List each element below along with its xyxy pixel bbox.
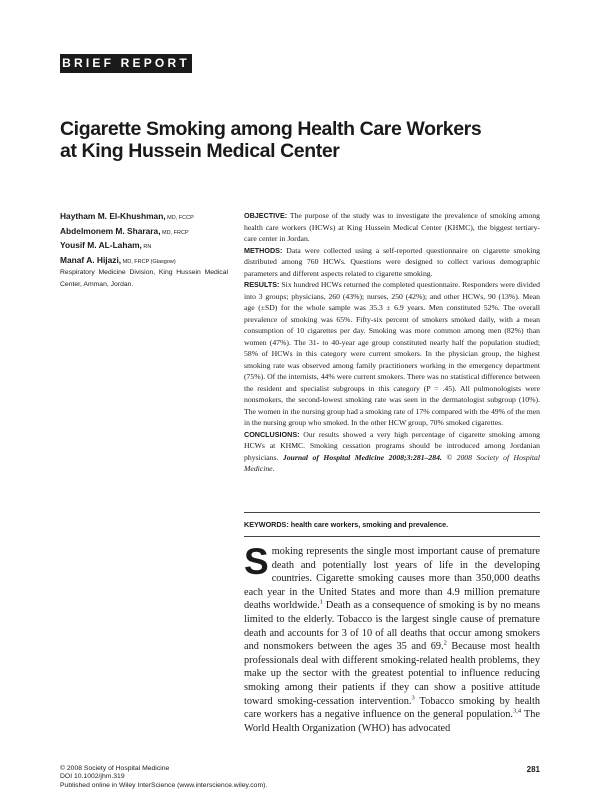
citation-ref: 2 [443,639,447,647]
author-credentials: RN [141,244,152,250]
keywords: KEYWORDS: health care workers, smoking and prevalence. [244,520,449,529]
author-name: Haytham M. El-Khushman, [60,211,166,221]
methods-label: METHODS: [244,245,283,255]
title-line-1: Cigarette Smoking among Health Care Workers [60,118,482,140]
page-number: 281 [526,765,540,774]
citation-ref: 3 [411,694,415,702]
results-label: RESULTS: [244,280,280,289]
page-footer [60,765,360,790]
citation-ref: 1 [319,598,324,606]
abstract-objective [244,210,540,245]
affiliation: Respiratory Medicine Division, King Hussein Medical Center, Amman, Jordan. [60,269,228,288]
objective-label: OBJECTIVE: [244,211,288,220]
body-text-1: moking represents the single most important cause of premature death and potentially lost years of life in the developing countries. Cigarette smoking causes more than 350,000 deaths each year in the United States and more than 4.9 million premature deaths worldwide. [244,546,540,612]
section-banner: BRIEF REPORT [60,54,192,73]
body-text-5: The World Health Organization (WHO) has advocated [244,709,540,734]
divider-bottom [244,536,540,537]
intro-paragraph [244,541,541,735]
abstract-methods [244,245,540,280]
abstract-conclusions [244,429,540,475]
results-text: Six hundred HCWs returned the completed questionnaire. Responders were divided into 3 groups; physicians, 260 (43%); nurses, 250 (42%); and other HCWs, 90 (13%). Mean age (±SD) for the whole sample was 35.3 ± 6.9 years. Men constituted 52%. The overall prevalence of smoking was 65%. Fifty-six percent of smokers smoked daily, with a mean consumption of 10 cigarettes per day. Smoking was more common among men (82%) than women (47%). The 31- to 40-year age group constituted nearly half the population studied; 58% of HCWs in this category were current smokers. In the physician group, the highest smoking rate was observed among family practitioners working in the emergency department (75%). Of the internists, 44% were current smokers. There was no statistical difference between the resident and specialist subgroups in this category (P = .45). All pulmonologists were nonsmokers, the second-lowest smoking rate was seen in the dermatologist subgroup (10%). The women in the nursing group had a smoking rate of 17% compared with the 49% of the men in the nursing group who smoked. In the other HCW group, 70% smoked cigarettes. [244,280,540,427]
abstract-copyright: © 2008 Society of Hospital Medicine. [244,452,541,473]
conclusions-text: Our results showed a very high percentage of cigarette smoking among HCWs at KHMC. Smoking cessation programs should be introduced among Jordanian physicians. [244,429,541,462]
author-1 [60,210,240,225]
author-name: Abdelmonem M. Sharara, [60,225,161,236]
author-name: Yousif M. AL-Laham, [60,240,142,250]
author-name: Manaf A. Hijazi, [60,254,122,265]
article-title [60,118,540,162]
abstract [244,210,540,475]
author-4 [60,254,240,269]
body-text-2: Death as a consequence of smoking is by no means limited to the elderly. Tobacco is the largest single cause of premature death and accounts for 3 of 10 of all deaths that occur among smokers and nonsmokers between the ages 35 and 69. [244,600,540,653]
journal-citation: Journal of Hospital Medicine 2008;3:281–284. [282,452,442,462]
author-credentials: MD, FRCP (Glasgow) [121,258,176,265]
drop-cap: S [244,541,269,582]
footer-copyright: © 2008 Society of Hospital Medicine [60,765,170,772]
footer-published: Published online in Wiley InterScience (www.interscience.wiley.com). [60,781,268,789]
citation-ref: 3,4 [513,707,522,715]
body-text-3: Because most health professionals deal with different smoking-related health problems, they make up the sector with the greatest potential to influence reducing smoking among their patients if they can show a positive attitude toward smoking-cessation intervention. [244,641,540,707]
author-list [60,210,240,268]
author-credentials: MD, FRCP [160,229,189,236]
body-text-4: Tobacco smoking by health care workers has a negative influence on the general population. [244,695,541,721]
author-credentials: MD, FCCP [165,215,194,221]
conclusions-label: CONCLUSIONS: [244,429,300,439]
divider-top [244,512,540,513]
abstract-results [244,279,540,429]
objective-text: The purpose of the study was to investigate the prevalence of smoking among health care workers (HCWs) at King Hussein Medical Center (KHMC), the biggest tertiary-care center in Jordan. [244,211,540,243]
footer-doi: DOI 10.1002/jhm.319 [60,773,125,781]
methods-text: Data were collected using a self-reported questionnaire on cigarette smoking distributed among 760 HCWs. Questions were designed to collect various demographic parameters and different aspects related to cigarette smoking. [244,245,541,278]
title-line-2: at King Hussein Medical Center [60,140,340,162]
author-3 [60,239,240,254]
author-2 [60,225,240,240]
